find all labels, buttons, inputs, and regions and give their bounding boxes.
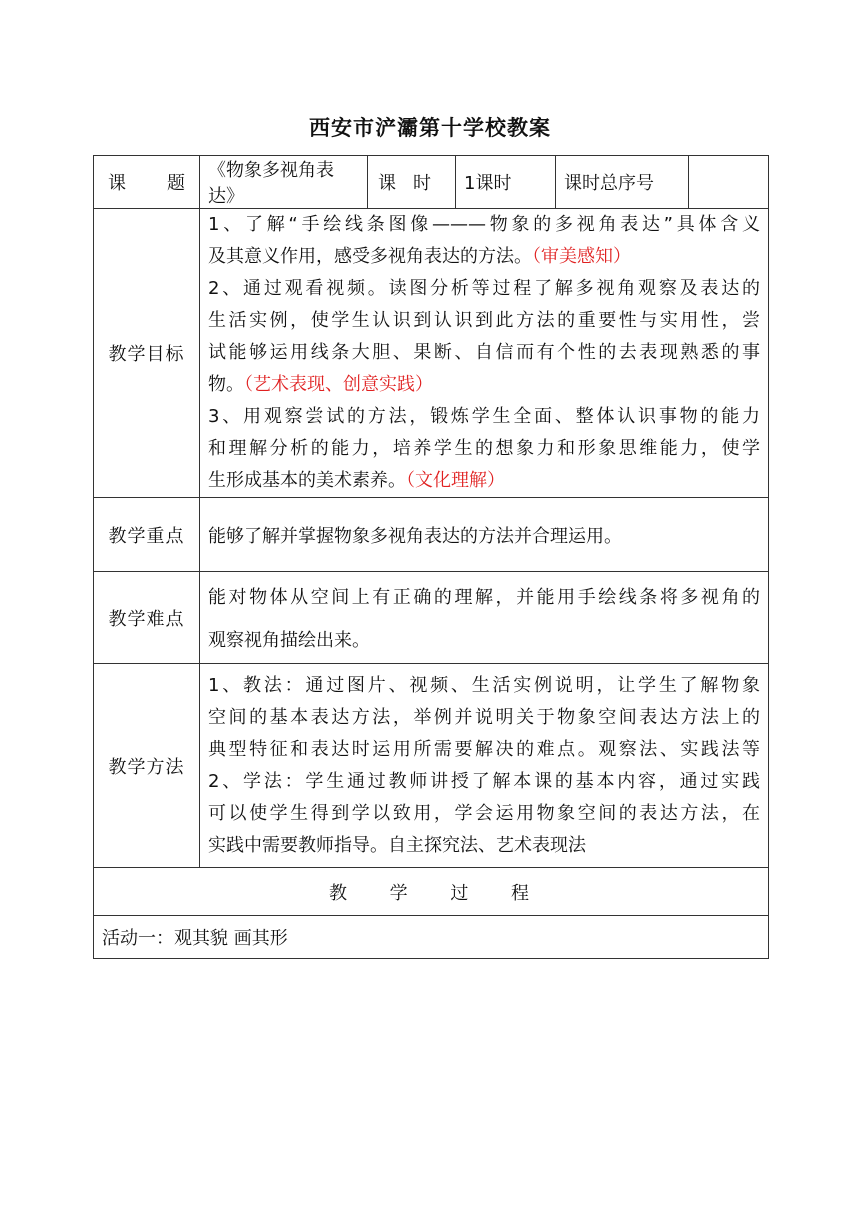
method-line-1: 1、教法：通过图片、视频、生活实例说明，让学生了解物象 (208, 674, 760, 696)
key-content (200, 498, 769, 572)
method-line-2: 空间的基本表达方法，举例并说明关于物象空间表达方法上的 (208, 706, 760, 728)
process-char-2: 学 (389, 882, 408, 904)
goals-p3-tag: （文化理解） (406, 470, 505, 491)
goals-paragraph-1 (208, 209, 760, 241)
goals-p2-text-a: 2、通过观看视频。读图分析等过程了解多视角观察及表达的 (208, 278, 760, 299)
method-row (94, 664, 769, 868)
difficulty-line-2: 观察视角描绘出来。 (208, 629, 370, 651)
goals-label: 教学目标 (94, 209, 200, 498)
sequence-value-cell (689, 156, 769, 209)
process-heading (94, 868, 769, 916)
process-char-4: 程 (510, 882, 529, 904)
page-title: 西安市浐灞第十学校教案 (309, 115, 551, 140)
topic-label-char-2: 题 (167, 173, 185, 194)
process-char-1: 教 (329, 882, 347, 904)
sequence-label-cell (556, 156, 689, 209)
period-label-char-2: 时 (413, 173, 431, 194)
topic-value: 《物象多视角表达》 (208, 160, 334, 207)
method-line-5: 可以使学生得到学以致用，学会运用物象空间的表达方法，在 (208, 802, 760, 824)
activity-row (94, 916, 769, 959)
sequence-label: 课时总序号 (564, 173, 654, 194)
key-text: 能够了解并掌握物象多视角表达的方法并合理运用。 (208, 525, 622, 547)
period-label-cell (368, 156, 456, 209)
period-value: 1课时 (464, 173, 512, 194)
difficulty-line-1: 能对物体从空间上有正确的理解，并能用手绘线条将多视角的 (208, 586, 760, 608)
key-label: 教学重点 (94, 498, 200, 572)
goals-p1-text-b: 及其意义作用，感受多视角表达的方法。 (208, 246, 532, 267)
process-char-3: 过 (450, 882, 469, 904)
difficulty-label: 教学难点 (94, 572, 200, 664)
method-line-4: 2、学法：学生通过教师讲授了解本课的基本内容，通过实践 (208, 770, 760, 792)
topic-label-cell (94, 156, 200, 209)
goals-p3-text-c: 生形成基本的美术素养。 (208, 470, 406, 491)
method-content (200, 664, 769, 868)
goals-p1-text-a: 1、了解“手绘线条图像———物象的多视角表达”具体含义 (208, 214, 760, 235)
topic-value-cell (200, 156, 368, 209)
goals-p1-tag: （审美感知） (532, 246, 631, 267)
period-label-char-1: 课 (378, 173, 396, 194)
goals-p3-text-a: 3、用观察尝试的方法，锻炼学生全面、整体认识事物的能力 (208, 406, 760, 427)
method-line-3: 典型特征和表达时运用所需要解决的难点。观察法、实践法等 (208, 738, 760, 760)
goals-row (94, 209, 769, 498)
difficulty-row (94, 572, 769, 664)
process-row (94, 868, 769, 916)
activity-cell (94, 916, 769, 959)
key-row (94, 498, 769, 572)
topic-label-char-1: 课 (108, 173, 126, 194)
goals-paragraph-2 (208, 273, 760, 305)
difficulty-content (200, 572, 769, 664)
goals-p2-tag: （艺术表现、创意实践） (244, 374, 433, 395)
method-line-6: 实践中需要教师指导。自主探究法、艺术表现法 (208, 834, 586, 856)
period-value-cell (456, 156, 556, 209)
goals-p2-text-b: 生活实例，使学生认识到认识到此方法的重要性与实用性，尝 (208, 310, 760, 331)
goals-content (200, 209, 769, 498)
activity-title: 活动一：观其貌 画其形 (102, 928, 288, 949)
goals-paragraph-3 (208, 401, 760, 433)
goals-p2-text-c: 试能够运用线条大胆、果断、自信而有个性的去表现熟悉的事 (208, 342, 760, 363)
header-row (94, 156, 769, 209)
goals-p2-text-d: 物。 (208, 374, 244, 395)
goals-p3-text-b: 和理解分析的能力，培养学生的想象力和形象思维能力，使学 (208, 438, 760, 459)
method-label: 教学方法 (94, 664, 200, 868)
lesson-plan-table (93, 155, 769, 959)
